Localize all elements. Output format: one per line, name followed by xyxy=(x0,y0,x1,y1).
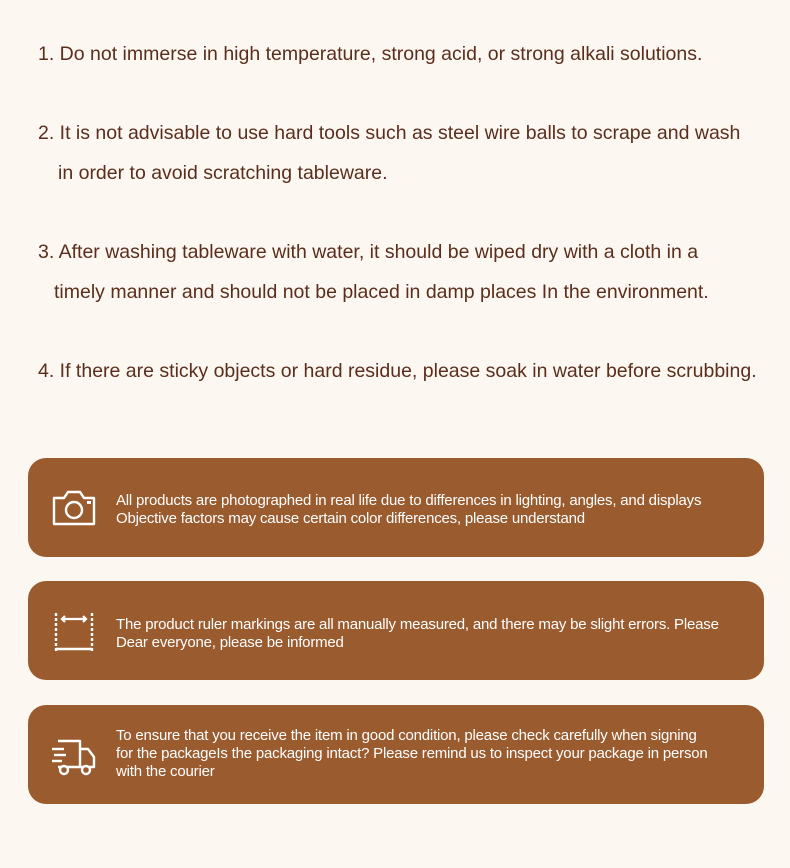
instruction-item xyxy=(38,232,709,312)
notice-text xyxy=(116,616,746,652)
instruction-text-continued: in order to avoid scratching tableware. xyxy=(58,162,388,184)
notice-delivery-check xyxy=(28,705,764,804)
instruction-text: 2. It is not advisable to use hard tools such as steel wire balls to scrape and wash xyxy=(38,122,741,144)
camera-icon xyxy=(50,486,98,530)
instruction-text-continued: timely manner and should not be placed in damp places In the environment. xyxy=(54,281,709,303)
instruction-text: 1. Do not immerse in high temperature, strong acid, or strong alkali solutions. xyxy=(38,43,703,65)
notice-line: The product ruler markings are all manually measured, and there may be slight errors. Please xyxy=(116,616,719,633)
notice-photo-color xyxy=(28,458,764,557)
notice-line: Objective factors may cause certain color differences, please understand xyxy=(116,510,585,527)
notice-line: for the packageIs the packaging intact? Please remind us to inspect your package in person xyxy=(116,745,708,762)
notice-line: Dear everyone, please be informed xyxy=(116,634,344,651)
instruction-item xyxy=(38,113,740,193)
notice-ruler-measure xyxy=(28,581,764,680)
delivery-truck-icon xyxy=(50,733,98,777)
notice-line: All products are photographed in real life due to differences in lighting, angles, and displays xyxy=(116,492,702,509)
notice-text xyxy=(116,492,746,528)
instruction-item xyxy=(38,34,702,74)
instruction-item xyxy=(38,351,757,391)
ruler-measure-icon xyxy=(50,609,98,653)
instruction-text: 4. If there are sticky objects or hard residue, please soak in water before scrubbing. xyxy=(38,360,757,382)
notice-line: To ensure that you receive the item in good condition, please check carefully when signing xyxy=(116,727,697,744)
instruction-text: 3. After washing tableware with water, it should be wiped dry with a cloth in a xyxy=(38,241,699,263)
notice-text xyxy=(116,727,746,781)
notice-line: with the courier xyxy=(116,763,215,780)
